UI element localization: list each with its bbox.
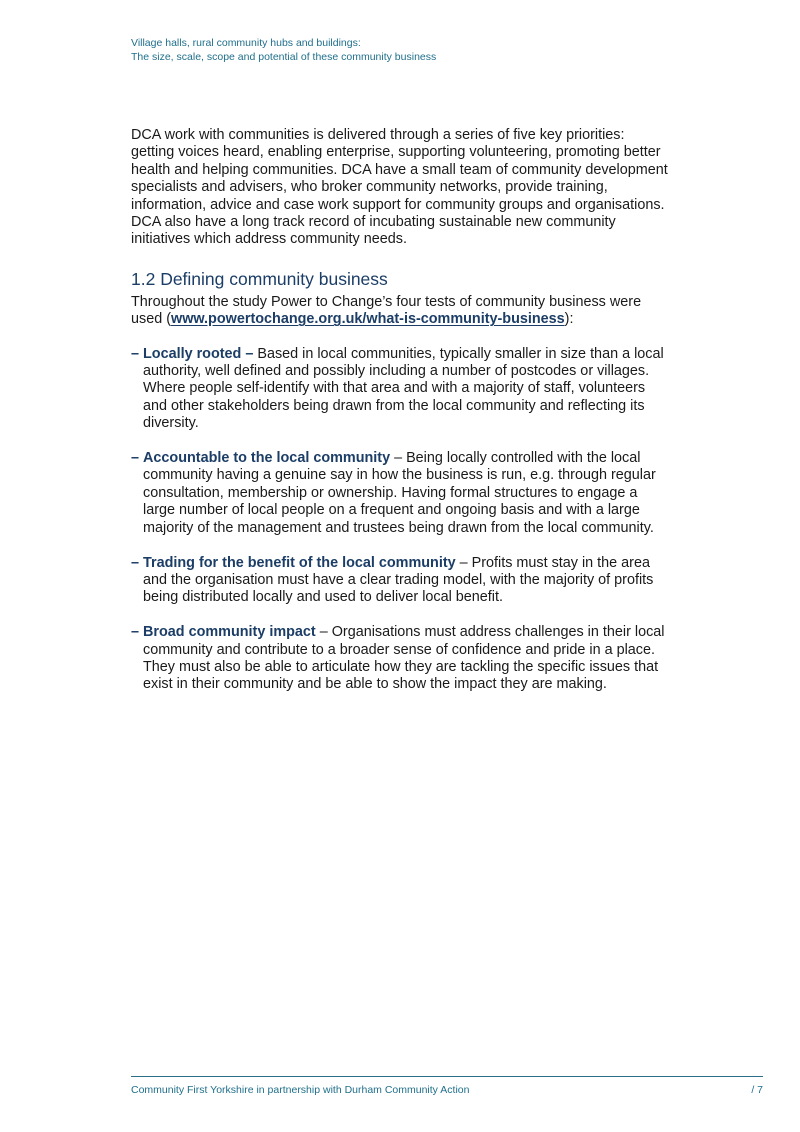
list-item-text: – Organisations must address challenges in their local community and contribute to a broader sense of confidence and pride in a place. They must also be able to articulate how they are tackling the specific issues that exist in their community and be able to show the impact they are making. [143, 624, 665, 693]
header-line-1: Village halls, rural community hubs and buildings: [131, 37, 361, 49]
list-item-text: – Being locally controlled with the local community having a genuine say in how the business is run, e.g. through regular consultation, membership or ownership. Having formal structures to engage a large number of local people on a frequent and ongoing basis and with a large majority of the management and trustees being drawn from the local community. [143, 450, 656, 536]
community-business-tests-list [131, 346, 671, 694]
link-close-paren: ): [564, 311, 574, 328]
main-content [131, 127, 671, 711]
list-dash: – [131, 345, 140, 362]
list-item-term: Broad community impact [143, 624, 316, 641]
page-number: / 7 [751, 1084, 763, 1096]
list-item-term: Accountable to the local community [143, 450, 391, 467]
list-item-broad-impact [131, 624, 671, 694]
list-item-text: Based in local communities, typically smaller in size than a local authority, well defined and possibly including a number of postcodes or villages. Where people self-identify with that area and with a majority of staff, volunteers and other stakeholders being drawn from the local community and reflecting its diversity. [143, 345, 664, 432]
running-header [131, 36, 436, 64]
section-heading: 1.2 Defining community business [131, 268, 388, 289]
list-dash: – [131, 450, 140, 467]
power-to-change-link[interactable]: www.powertochange.org.uk/what-is-community-business [171, 311, 565, 328]
link-open-paren: ( [166, 311, 172, 328]
footer-divider [131, 1076, 763, 1077]
list-item-trading [131, 555, 671, 607]
list-dash: – [131, 624, 140, 641]
lead-paragraph [131, 294, 671, 329]
intro-paragraph: DCA work with communities is delivered through a series of five key priorities: getting voices heard, enabling enterprise, supporting volunteering, promoting better health and helping communities. DCA have a small team of community development specialists and advisers, who broker community networks, provide training, information, advice and case work support for community groups and organisations. DCA also have a long track record of incubating sustainable new community initiatives which address community needs. [131, 127, 668, 248]
list-item-term: Trading for the benefit of the local community [143, 554, 456, 571]
lead-text: Throughout the study Power to Change’s four tests of community business were used [131, 293, 642, 328]
list-item-locally-rooted [131, 346, 671, 433]
list-item-accountable [131, 450, 671, 537]
list-item-term: Locally rooted – [143, 345, 254, 362]
footer-credit: Community First Yorkshire in partnership with Durham Community Action [131, 1084, 470, 1096]
list-item-text: – Profits must stay in the area and the organisation must have a clear trading model, with the majority of profits being distributed locally and used to deliver local benefit. [143, 554, 654, 606]
header-line-2: The size, scale, scope and potential of these community business [131, 51, 437, 63]
list-dash: – [131, 554, 140, 571]
